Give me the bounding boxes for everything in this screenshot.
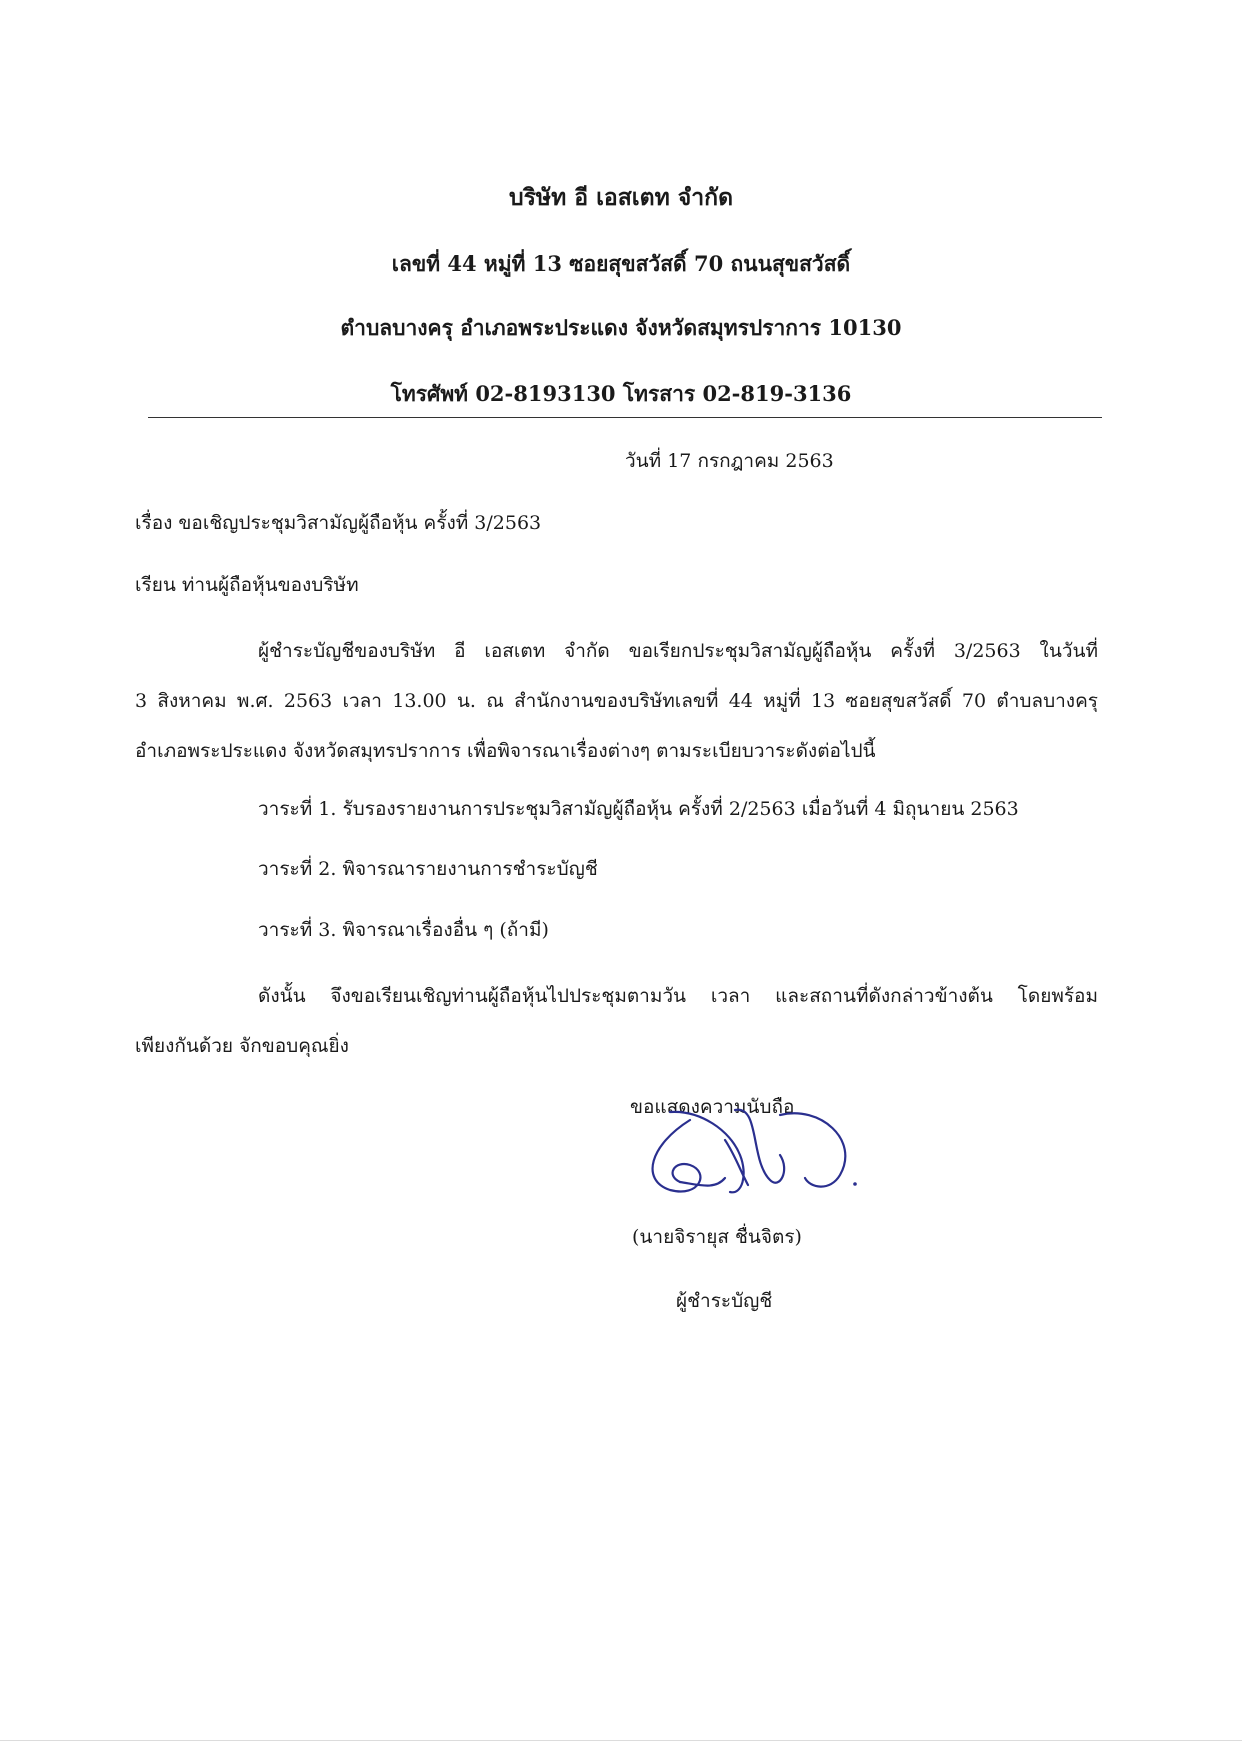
body-paragraph1-line3: อำเภอพระประแดง จังหวัดสมุทรปราการ เพื่อพิจารณาเรื่องต่างๆ ตามระเบียบวาระดังต่อไปนี้ [135, 740, 876, 762]
signer-title: ผู้ชำระบัญชี [676, 1290, 773, 1312]
letter-salutation: เรียน ท่านผู้ถือหุ้นของบริษัท [135, 574, 359, 596]
signer-name: (นายจิรายุส ชื่นจิตร) [632, 1226, 802, 1248]
agenda-item-3: วาระที่ 3. พิจารณาเรื่องอื่น ๆ (ถ้ามี) [258, 919, 549, 941]
agenda-item-1: วาระที่ 1. รับรองรายงานการประชุมวิสามัญผู้ถือหุ้น ครั้งที่ 2/2563 เมื่อวันที่ 4 มิถุนายน 2563 [258, 798, 1019, 820]
body-paragraph1-line2: 3 สิงหาคม พ.ศ. 2563 เวลา 13.00 น. ณ สำนักงานของบริษัทเลขที่ 44 หมู่ที่ 13 ซอยสุขสวัสดิ์ 70 ตำบลบางครุ [135, 690, 1098, 712]
body-paragraph2-line2: เพียงกันด้วย จักขอบคุณยิ่ง [135, 1035, 349, 1057]
letter-date: วันที่ 17 กรกฎาคม 2563 [625, 450, 834, 472]
body-paragraph1-line1: ผู้ชำระบัญชีของบริษัท อี เอสเตท จำกัด ขอเรียกประชุมวิสามัญผู้ถือหุ้น ครั้งที่ 3/2563 ในวันที่ [258, 640, 1098, 662]
closing-regards: ขอแสดงความนับถือ [630, 1096, 795, 1118]
handwritten-signature [630, 1100, 870, 1210]
letter-subject: เรื่อง ขอเชิญประชุมวิสามัญผู้ถือหุ้น ครั้งที่ 3/2563 [135, 512, 542, 534]
page-bottom-edge [0, 1740, 1242, 1741]
agenda-item-2: วาระที่ 2. พิจารณารายงานการชำระบัญชี [258, 858, 598, 880]
body-paragraph2-line1: ดังนั้น จึงขอเรียนเชิญท่านผู้ถือหุ้นไปประชุมตามวัน เวลา และสถานที่ดังกล่าวข้างต้น โดยพร้อม [258, 985, 1098, 1007]
header-divider [148, 417, 1102, 418]
company-address-line1: เลขที่ 44 หมู่ที่ 13 ซอยสุขสวัสดิ์ 70 ถนนสุขสวัสดิ์ [391, 251, 851, 276]
company-name: บริษัท อี เอสเตท จำกัด [508, 184, 734, 211]
company-address-line2: ตำบลบางครุ อำเภอพระประแดง จังหวัดสมุทรปราการ 10130 [340, 315, 902, 340]
company-contact: โทรศัพท์ 02-8193130 โทรสาร 02-819-3136 [390, 381, 852, 406]
